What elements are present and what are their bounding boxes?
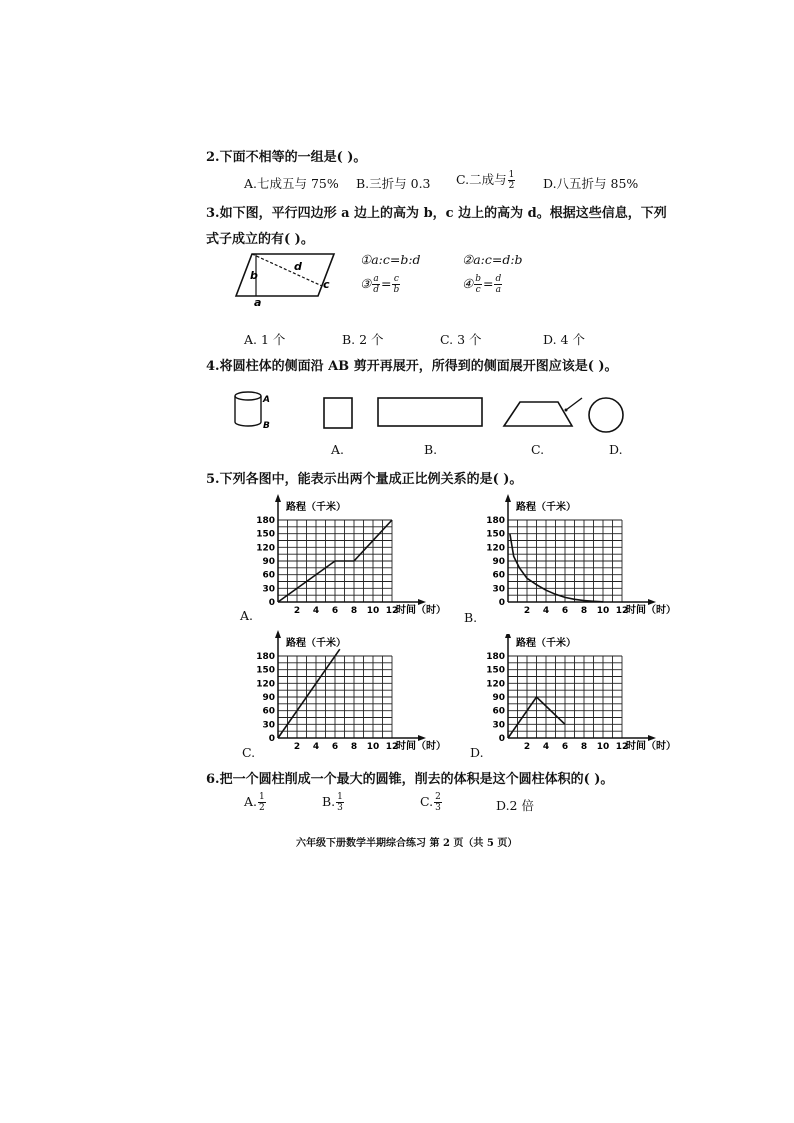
q5-option-b: B. bbox=[464, 610, 478, 625]
question-3-stem-line1: 3.如下图，平行四边形 a 边上的高为 b，c 边上的高为 d。根据这些信息，下列 bbox=[206, 206, 667, 221]
q2-option-c bbox=[456, 170, 516, 191]
y-tick-label: 180 bbox=[256, 652, 275, 662]
x-tick-label: 8 bbox=[350, 606, 358, 616]
chart-option-a bbox=[240, 494, 450, 620]
y-axis-label: 路程（千米） bbox=[286, 638, 346, 649]
option-c-trapezoid bbox=[500, 392, 586, 432]
y-tick-label: 0 bbox=[498, 734, 505, 744]
formula-mark: ④ bbox=[462, 276, 474, 291]
height-d-line bbox=[252, 254, 322, 286]
y-axis-arrow bbox=[275, 494, 281, 502]
option-b-rectangle bbox=[374, 394, 486, 434]
q3-option-c: C. 3 个 bbox=[440, 332, 482, 347]
x-tick-label: 10 bbox=[596, 742, 610, 752]
label-b: b bbox=[250, 269, 258, 282]
formula-mark: ③ bbox=[360, 276, 372, 291]
x-tick-label: 10 bbox=[366, 606, 380, 616]
q2-option-a: A.七成五与 75% bbox=[244, 176, 339, 191]
fraction-denominator: 2 bbox=[508, 181, 515, 191]
option-a-square bbox=[318, 394, 358, 434]
q2-option-c-text: C.二成与 bbox=[456, 172, 507, 187]
q3-option-b: B. 2 个 bbox=[342, 332, 384, 347]
page-footer: 六年级下册数学半期综合练习 第 2 页（共 5 页） bbox=[296, 838, 518, 849]
x-tick-label: 4 bbox=[542, 606, 550, 616]
q4-option-a: A. bbox=[331, 442, 345, 457]
x-tick-label: 2 bbox=[293, 606, 301, 616]
q6-option-c-fraction bbox=[434, 792, 442, 813]
y-axis-label: 路程（千米） bbox=[286, 502, 346, 513]
fraction-denominator: 2 bbox=[259, 803, 265, 813]
chart-option-d bbox=[470, 634, 680, 756]
fraction-numerator: c bbox=[393, 274, 399, 284]
x-tick-label: 12 bbox=[615, 742, 629, 752]
y-tick-label: 90 bbox=[262, 557, 275, 567]
chart-option-c bbox=[240, 630, 450, 756]
q5-option-d: D. bbox=[470, 745, 484, 760]
x-tick-label: 12 bbox=[385, 606, 399, 616]
q6-option-a-fraction bbox=[258, 792, 266, 813]
y-axis-arrow bbox=[505, 634, 511, 638]
x-tick-label: 4 bbox=[542, 742, 550, 752]
fraction-denominator: c bbox=[475, 285, 481, 295]
x-tick-label: 8 bbox=[580, 742, 588, 752]
x-tick-label: 8 bbox=[580, 606, 588, 616]
y-tick-label: 30 bbox=[262, 720, 275, 731]
question-4-stem: 4.将圆柱体的侧面沿 AB 剪开再展开，所得到的侧面展开图应该是( )。 bbox=[206, 359, 618, 374]
y-tick-label: 0 bbox=[498, 598, 505, 608]
fraction-denominator: b bbox=[393, 285, 400, 295]
y-tick-label: 150 bbox=[256, 665, 275, 676]
y-tick-label: 120 bbox=[486, 543, 505, 554]
q5-option-a: A. bbox=[240, 608, 254, 623]
q4-option-b: B. bbox=[424, 442, 438, 457]
fraction-denominator: a bbox=[495, 285, 502, 295]
y-tick-label: 60 bbox=[262, 570, 275, 581]
formula-fraction bbox=[474, 274, 482, 295]
x-axis-label: 时间（时） bbox=[626, 741, 676, 752]
y-tick-label: 150 bbox=[256, 529, 275, 540]
y-tick-label: 60 bbox=[492, 570, 505, 581]
y-tick-label: 120 bbox=[256, 679, 275, 690]
fraction-numerator: a bbox=[373, 274, 379, 284]
y-tick-label: 60 bbox=[262, 706, 275, 717]
x-tick-label: 4 bbox=[312, 742, 320, 752]
y-tick-label: 120 bbox=[486, 679, 505, 690]
rectangle-shape bbox=[378, 398, 482, 426]
q6-option-b bbox=[322, 792, 345, 813]
cylinder-bottom bbox=[235, 422, 261, 426]
fraction-numerator: 1 bbox=[259, 792, 265, 802]
parallelogram-figure bbox=[230, 248, 340, 308]
y-tick-label: 90 bbox=[492, 557, 505, 567]
formula-fraction bbox=[372, 274, 380, 295]
q3-option-d: D. 4 个 bbox=[543, 332, 585, 347]
x-tick-label: 2 bbox=[523, 606, 531, 616]
y-axis-arrow bbox=[275, 630, 281, 638]
q6-option-c bbox=[420, 792, 443, 813]
y-axis-label: 路程（千米） bbox=[516, 502, 576, 513]
y-tick-label: 30 bbox=[492, 720, 505, 731]
fraction-numerator: 2 bbox=[435, 792, 441, 802]
circle-shape bbox=[589, 398, 623, 432]
y-axis-arrow bbox=[505, 494, 511, 502]
q4-option-d: D. bbox=[609, 442, 623, 457]
y-tick-label: 0 bbox=[268, 598, 275, 608]
q3-formula-1: ①a:c=b:d bbox=[360, 252, 421, 267]
x-tick-label: 6 bbox=[561, 742, 569, 752]
question-6-stem: 6.把一个圆柱削成一个最大的圆锥，削去的体积是这个圆柱体积的( )。 bbox=[206, 772, 614, 787]
stray-pen-mark bbox=[566, 398, 582, 410]
y-tick-label: 150 bbox=[486, 665, 505, 676]
chart-option-b bbox=[470, 494, 680, 620]
y-axis-label: 路程（千米） bbox=[516, 638, 576, 649]
formula-fraction bbox=[392, 274, 400, 295]
x-axis-label: 时间（时） bbox=[396, 741, 446, 752]
fraction-denominator: 3 bbox=[435, 803, 441, 813]
q6-option-a bbox=[244, 792, 267, 813]
equals-sign: = bbox=[482, 276, 494, 291]
q2-option-d: D.八五折与 85% bbox=[543, 176, 639, 191]
x-tick-label: 6 bbox=[331, 606, 339, 616]
question-5-stem: 5.下列各图中，能表示出两个量成正比例关系的是( )。 bbox=[206, 472, 523, 487]
option-d-circle bbox=[584, 394, 628, 438]
q5-option-c: C. bbox=[242, 745, 256, 760]
x-tick-label: 12 bbox=[385, 742, 399, 752]
x-axis-label: 时间（时） bbox=[626, 605, 676, 616]
q3-formula-4 bbox=[462, 274, 503, 295]
x-tick-label: 10 bbox=[596, 606, 610, 616]
x-tick-label: 2 bbox=[293, 742, 301, 752]
y-tick-label: 90 bbox=[492, 693, 505, 703]
x-tick-label: 8 bbox=[350, 742, 358, 752]
label-B: B bbox=[263, 421, 270, 431]
fraction-numerator: d bbox=[495, 274, 502, 284]
y-tick-label: 30 bbox=[492, 584, 505, 595]
q6-option-a-text: A. bbox=[244, 794, 258, 809]
fraction-denominator: d bbox=[373, 285, 379, 295]
y-tick-label: 0 bbox=[268, 734, 275, 744]
trapezoid-shape bbox=[504, 402, 572, 426]
fraction-numerator: b bbox=[475, 274, 481, 284]
x-tick-label: 10 bbox=[366, 742, 380, 752]
question-2-stem: 2.下面不相等的一组是( )。 bbox=[206, 150, 367, 165]
equals-sign: = bbox=[380, 276, 392, 291]
y-tick-label: 60 bbox=[492, 706, 505, 717]
q6-option-c-text: C. bbox=[420, 794, 434, 809]
label-c: c bbox=[323, 278, 330, 291]
q6-option-b-text: B. bbox=[322, 794, 336, 809]
stray-pen-dot bbox=[565, 409, 568, 412]
y-tick-label: 180 bbox=[486, 516, 505, 526]
q3-formula-3 bbox=[360, 274, 401, 295]
q3-formula-2: ②a:c=d:b bbox=[462, 252, 523, 267]
cylinder-figure bbox=[228, 388, 276, 436]
label-a: a bbox=[254, 296, 262, 308]
x-tick-label: 4 bbox=[312, 606, 320, 616]
y-tick-label: 90 bbox=[262, 693, 275, 703]
formula-fraction bbox=[494, 274, 502, 295]
label-A: A bbox=[263, 395, 270, 405]
fraction-numerator: 1 bbox=[508, 170, 515, 180]
q2-option-b: B.三折与 0.3 bbox=[356, 176, 431, 191]
y-tick-label: 30 bbox=[262, 584, 275, 595]
q6-option-b-fraction bbox=[336, 792, 344, 813]
q4-option-c: C. bbox=[531, 442, 545, 457]
label-d: d bbox=[294, 260, 302, 273]
x-axis-label: 时间（时） bbox=[396, 605, 446, 616]
x-tick-label: 6 bbox=[331, 742, 339, 752]
cylinder-top bbox=[235, 392, 261, 400]
x-tick-label: 2 bbox=[523, 742, 531, 752]
y-tick-label: 180 bbox=[256, 516, 275, 526]
x-tick-label: 12 bbox=[615, 606, 629, 616]
fraction-numerator: 1 bbox=[337, 792, 343, 802]
y-tick-label: 180 bbox=[486, 652, 505, 662]
question-3-stem-line2: 式子成立的有( )。 bbox=[206, 232, 314, 247]
q6-option-d: D.2 倍 bbox=[496, 798, 534, 813]
y-tick-label: 120 bbox=[256, 543, 275, 554]
fraction-denominator: 3 bbox=[337, 803, 343, 813]
q3-option-a: A. 1 个 bbox=[244, 332, 286, 347]
x-tick-label: 6 bbox=[561, 606, 569, 616]
square-shape bbox=[324, 398, 352, 428]
q2-option-c-fraction bbox=[508, 170, 516, 191]
y-tick-label: 150 bbox=[486, 529, 505, 540]
